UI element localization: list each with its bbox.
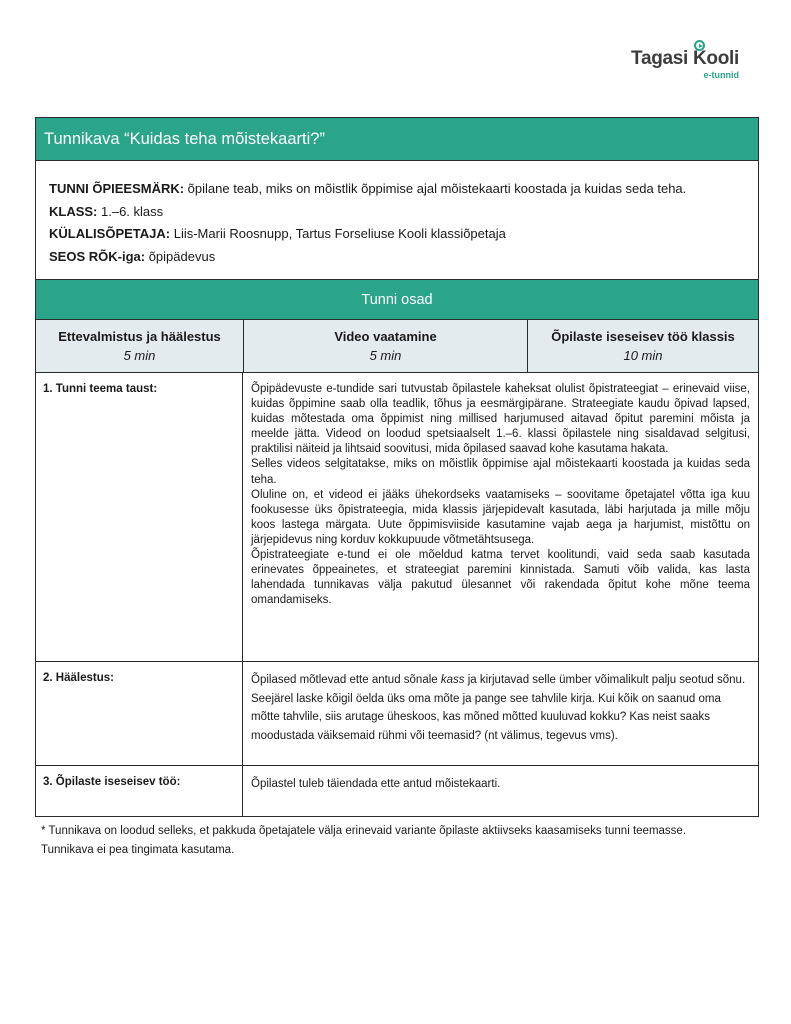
- lesson-plan-title: Tunnikava “Kuidas teha mõistekaarti?”: [36, 118, 758, 161]
- goal-label: TUNNI ÕPIEESMÄRK:: [49, 181, 185, 196]
- paragraph: Oluline on, et videod ei jääks ühekordseks vaatamiseks – soovitame õpetajatel võtta iga kuu fookusesse üks õpistrateegia, mida klassis järjepidevalt kasutada, läbi harjutada ja mille mõju koos lastega märgata. Uute õppimisviiside kasutamine vajab aega ja harjumist, mistõttu on järjepidevus ning korduv kokkupuude võtmetähtsusega.: [251, 488, 750, 546]
- lesson-plan-table: [35, 117, 759, 817]
- brand-logo: [633, 40, 743, 80]
- goal-line: [49, 178, 758, 201]
- footnote: * Tunnikava on loodud selleks, et pakkuda õpetajatele välja erinevaid variante õpilaste aktiivseks kaasamiseks tunni teemasse. Tunnikava ei pea tingimata kasutama.: [41, 825, 687, 856]
- class-label: KLASS:: [49, 203, 98, 219]
- emphasized-word: kass: [440, 674, 465, 686]
- table-row: [36, 766, 758, 816]
- goal-text: õpilane teab, miks on mõistlik õppimise ajal mõistekaarti koostada ja kuidas seda teha.: [184, 181, 687, 196]
- row-content: [243, 373, 758, 661]
- curriculum-link-line: [49, 246, 758, 269]
- text-fragment: Õpilased mõtlevad ette antud sõnale: [251, 674, 441, 686]
- paragraph: Õpipädevuste e-tundide sari tutvustab õpilastele kaheksat olulist õpistrateegiat – erinevaid viise, kuidas õppimine saab olla teadlik, tõhus ja eesmärgipärane. Strateegiate kaudu õpivad lapsed, kuidas mõtestada oma õppimist ning millised harjumused aitavad õpitut paremini mõista ja meelde jätta. Videod on loodud spetsiaalselt 1.–6. klassi õpilastele ning sisaldavad selgitusi, praktilisi näiteid ja lihtsaid soovitusi, mida õpilased saavad kohe kasutama hakata.: [251, 383, 750, 456]
- row-content: Õpilastel tuleb täiendada ette antud mõistekaarti.: [251, 778, 501, 790]
- lesson-meta: [36, 161, 758, 280]
- table-row: [36, 373, 758, 662]
- phase-preparation: [36, 320, 243, 372]
- guest-teacher-text: Liis-Marii Roosnupp, Tartus Forseliuse Kooli klassiõpetaja: [170, 226, 506, 241]
- phase-independent-work: [527, 320, 758, 372]
- text-fragment: ja kirjutavad selle ümber võimalikult palju seotud sõnu. Seejärel laske kõigil öelda üks oma mõte ja pange see tahvlile kirja. Kui kõik on saanud oma mõtte tahvlile, siis arutage üheskoos, kas mõned mõtted kuuluvad kokku? Kas neist saaks moodustada väiksemaid rühmi või teemasid? (nt välimus, tegevus vms).: [251, 674, 746, 742]
- logo-name: Tagasi Kooli: [631, 48, 739, 69]
- curriculum-link-text: õpipädevus: [145, 248, 216, 264]
- logo-subtitle: e-tunnid: [703, 70, 739, 80]
- phase-video: [243, 320, 527, 372]
- guest-teacher-label: KÜLALISÕPETAJA:: [49, 226, 171, 241]
- table-row: [36, 662, 758, 766]
- phase-title: Õpilaste iseseisev töö klassis: [551, 329, 735, 344]
- row-label: 2. Häälestus:: [36, 662, 243, 765]
- guest-teacher-line: [49, 223, 758, 246]
- lesson-parts-heading: Tunni osad: [36, 280, 758, 320]
- phase-duration: 5 min: [123, 348, 156, 363]
- phase-title: Ettevalmistus ja häälestus: [58, 329, 221, 344]
- class-text: 1.–6. klass: [97, 203, 164, 219]
- phase-title: Video vaatamine: [334, 329, 437, 344]
- paragraph: Õpistrateegiate e-tund ei ole mõeldud katma tervet koolitundi, vaid seda saab kasutada erinevates õppeainetes, et strateegiat paremini kinnistada. Samuti võib valida, kas lasta lahendada tunnikavas välja pakutud ülesannet või rakendada õpitut kohe mõne teema omandamiseks.: [251, 549, 750, 607]
- row-label: 1. Tunni teema taust:: [36, 373, 243, 661]
- phase-duration: 10 min: [623, 348, 663, 363]
- paragraph: Selles videos selgitatakse, miks on mõistlik õppimise ajal mõistekaarti koostada ja kuidas seda teha.: [251, 458, 750, 486]
- phase-header-row: [36, 320, 758, 373]
- row-content: [243, 662, 758, 765]
- row-label: 3. Õpilaste iseseisev töö:: [36, 766, 243, 816]
- curriculum-link-label: SEOS RÕK-iga:: [49, 248, 146, 264]
- phase-duration: 5 min: [369, 348, 402, 363]
- class-line: [49, 201, 758, 224]
